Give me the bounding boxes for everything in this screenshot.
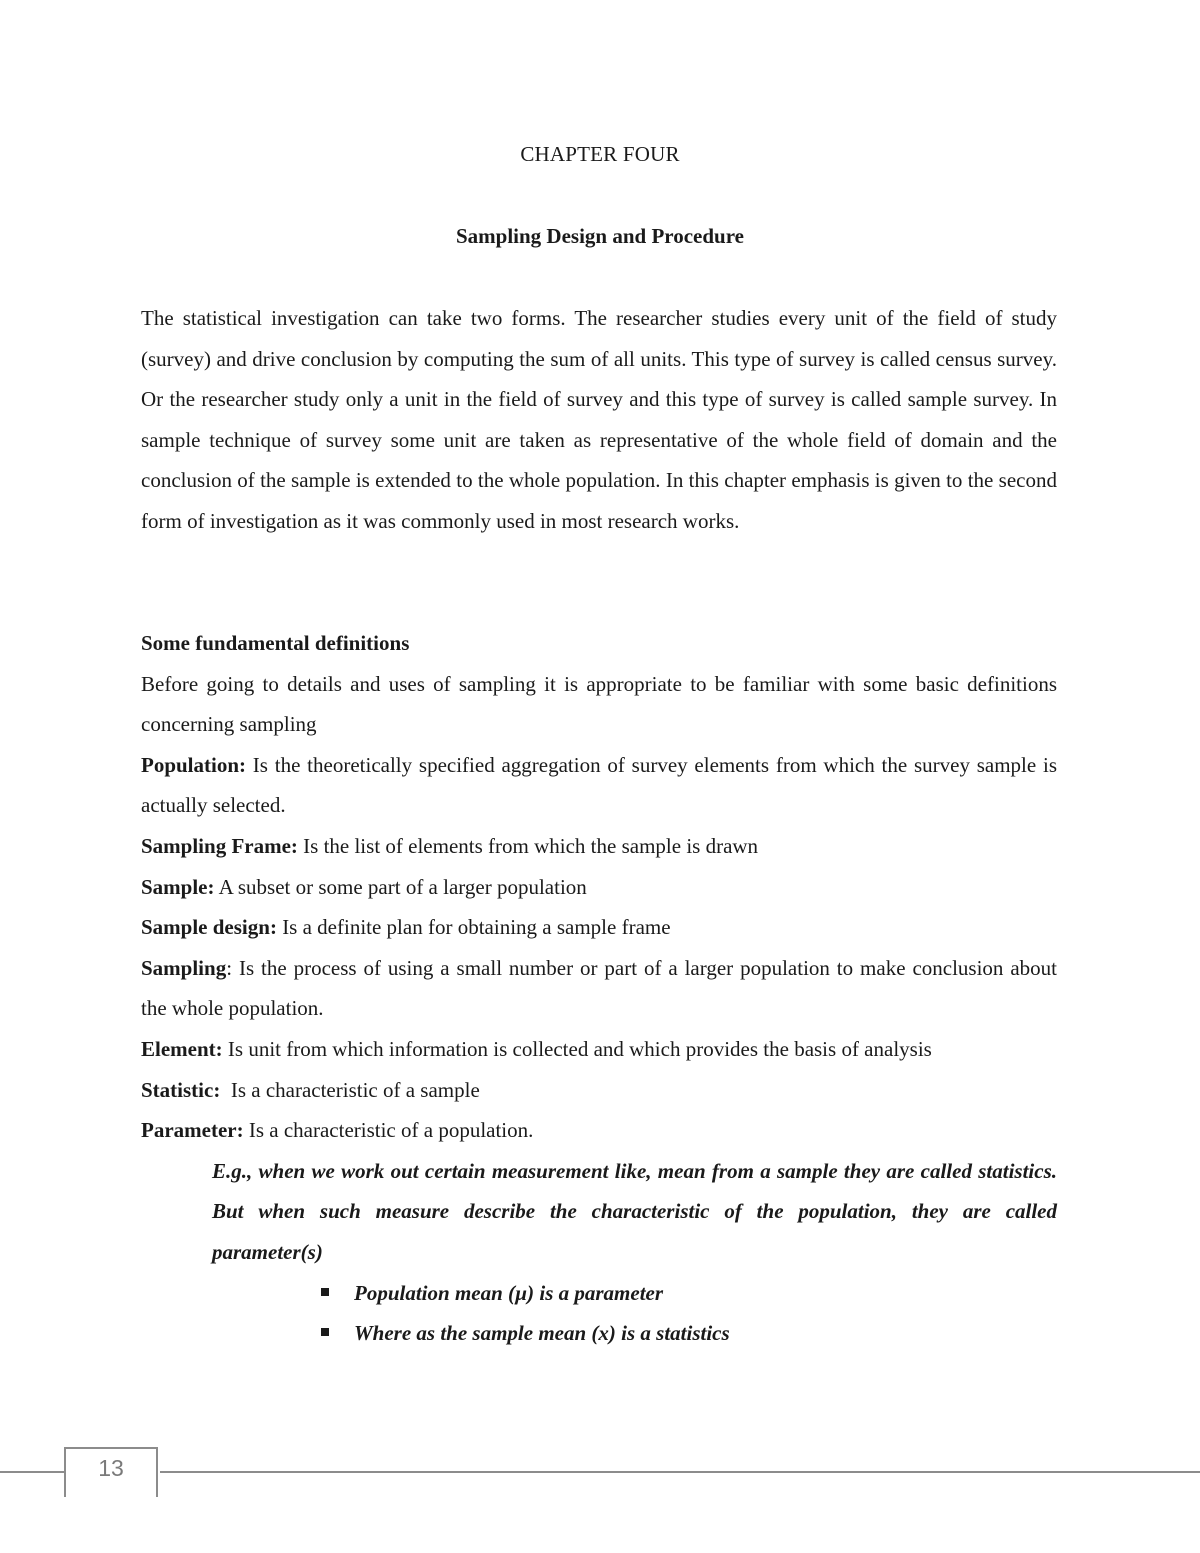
definition-term: Statistic: xyxy=(141,1077,221,1102)
section-title: Sampling Design and Procedure xyxy=(455,224,744,248)
footer-rule-right xyxy=(160,1471,1200,1473)
footer-rule-left xyxy=(0,1471,64,1473)
square-bullet-icon xyxy=(321,1328,329,1336)
list-item xyxy=(319,1273,1057,1314)
square-bullet-icon xyxy=(321,1288,329,1296)
bullet-text: Where as the sample mean (x) is a statistics xyxy=(354,1321,730,1346)
definition-text: Is a characteristic of a population. xyxy=(243,1118,534,1143)
definition-term: Sample design: xyxy=(141,915,277,940)
definitions-section xyxy=(141,623,1057,1354)
definition-term: Element: xyxy=(141,1036,223,1061)
chapter-title: CHAPTER FOUR xyxy=(520,142,680,166)
definition-text: Is the list of elements from which the sample is drawn xyxy=(297,833,759,858)
definition-sample-design xyxy=(141,907,1057,948)
bullet-text: Population mean (µ) is a parameter xyxy=(354,1280,664,1305)
definitions-heading: Some fundamental definitions xyxy=(141,631,410,655)
definition-text: Is unit from which information is collected and which provides the basis of analysis xyxy=(222,1036,932,1061)
definition-term: Sampling xyxy=(141,955,227,980)
intro-paragraph: The statistical investigation can take two forms. The researcher studies every unit of the field of study (survey) and drive conclusion by computing the sum of all units. This type of survey is called census survey. Or the researcher study only a unit in the field of survey and this type of survey is called sample survey. In sample technique of survey some unit are taken as representative of the whole field of domain and the conclusion of the sample is extended to the whole population. In this chapter emphasis is given to the second form of investigation as it was commonly used in most research works. xyxy=(141,306,1057,533)
definition-term: Sampling Frame: xyxy=(141,833,298,858)
definition-text: Is the theoretically specified aggregation of survey elements from which the survey sample is actually selected. xyxy=(141,752,1057,818)
definition-term: Parameter: xyxy=(141,1118,244,1143)
definition-term: Sample: xyxy=(141,874,215,899)
page-number: 13 xyxy=(98,1455,124,1481)
definition-text: Is a characteristic of a sample xyxy=(220,1077,480,1102)
bullet-list xyxy=(141,1273,1057,1354)
definition-text: A subset or some part of a larger population xyxy=(214,874,587,899)
definition-text: Is a definite plan for obtaining a sample frame xyxy=(276,915,671,940)
definition-term: Population: xyxy=(141,752,247,777)
definition-sampling-frame xyxy=(141,826,1057,867)
definition-parameter xyxy=(141,1110,1057,1151)
definition-statistic xyxy=(141,1070,1057,1111)
definition-sampling xyxy=(141,948,1057,1029)
definition-sample xyxy=(141,867,1057,908)
example-paragraph: E.g., when we work out certain measurement like, mean from a sample they are called statistics. But when such measure describe the characteristic of the population, they are called parameter(s) xyxy=(212,1158,1057,1264)
definition-element xyxy=(141,1029,1057,1070)
definitions-lead: Before going to details and uses of sampling it is appropriate to be familiar with some basic definitions concerning sampling xyxy=(141,671,1057,737)
definition-text: : Is the process of using a small number or part of a larger population to make conclusion about the whole population. xyxy=(141,955,1057,1021)
definition-population xyxy=(141,745,1057,826)
list-item xyxy=(319,1313,1057,1354)
